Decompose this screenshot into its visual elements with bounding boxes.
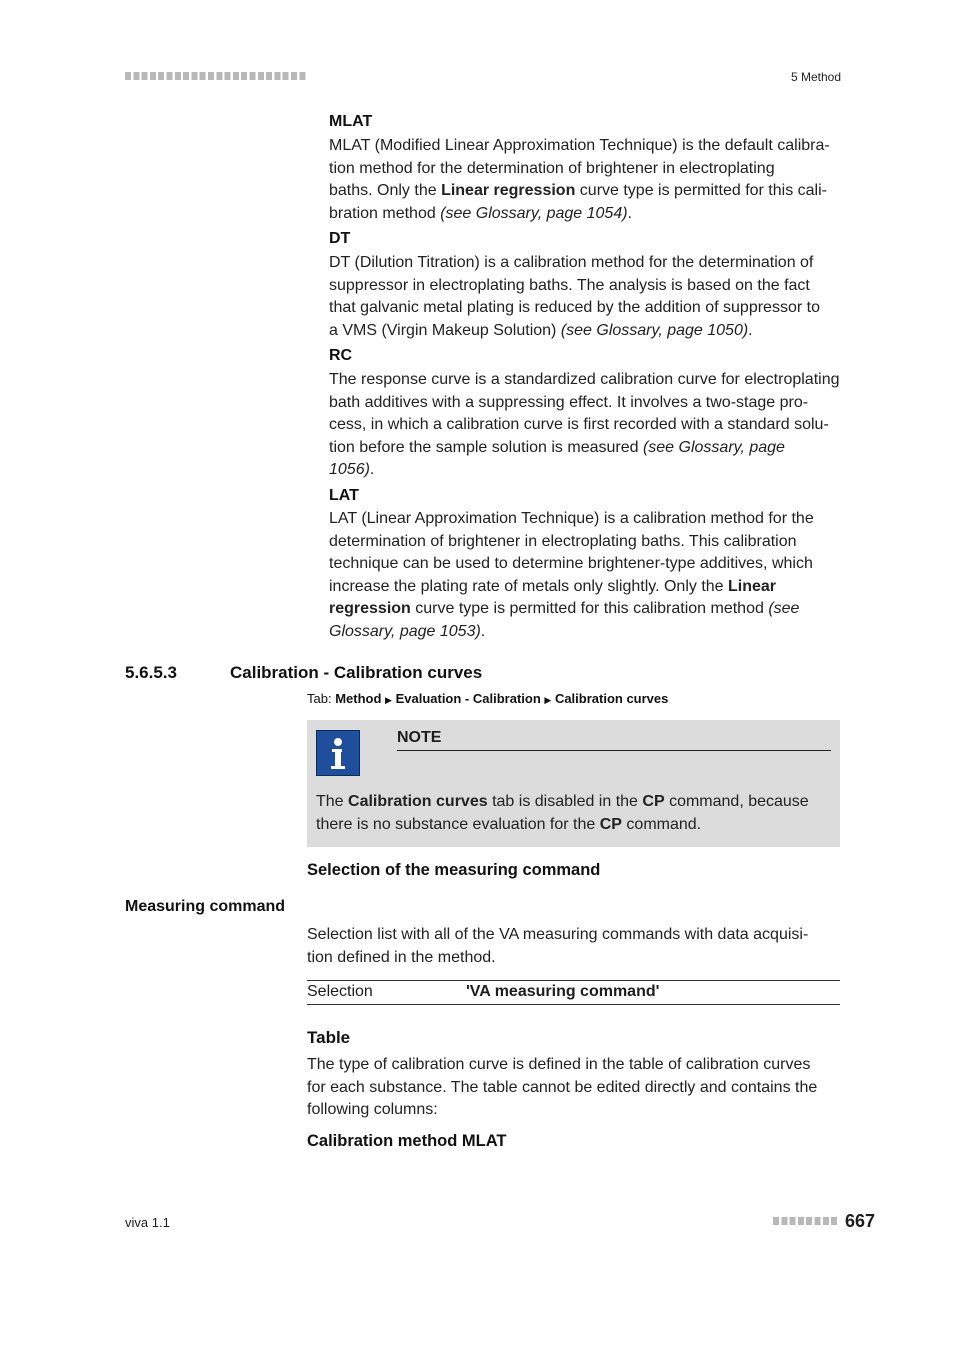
section-number: 5.6.5.3 — [125, 663, 177, 682]
text-run: . — [480, 622, 486, 640]
note-title: NOTE — [397, 729, 831, 751]
crumb-separator-icon: ▶ — [544, 695, 552, 705]
footer-decoration — [773, 1217, 839, 1225]
text-run: tion defined in the method. — [307, 948, 496, 966]
table-description — [307, 1054, 817, 1122]
text-run: The response curve is a standardized calibration curve for electroplating — [329, 371, 840, 388]
term-rc: RC — [329, 347, 353, 364]
text-run: (see — [768, 600, 800, 617]
param-description — [307, 924, 808, 969]
text-run: LAT (Linear Approximation Technique) is a calibration method for the — [329, 510, 814, 527]
text-line — [329, 553, 814, 576]
text-line — [329, 369, 840, 392]
text-run: command. — [621, 815, 702, 833]
text-run: following columns: — [307, 1101, 438, 1118]
text-line — [307, 924, 808, 947]
text-line — [316, 814, 809, 837]
term-lat: LAT — [329, 487, 359, 504]
text-line — [307, 1054, 817, 1077]
definition-rc — [329, 369, 840, 482]
text-run: a VMS (Virgin Makeup Solution) — [329, 321, 561, 339]
text-run: 1056) — [329, 461, 370, 478]
text-line — [329, 252, 820, 275]
text-line — [329, 576, 814, 599]
tab-crumb-method: Method — [335, 691, 382, 706]
text-run: MLAT (Modified Linear Approximation Technique) is the default calibra- — [329, 137, 830, 154]
text-line — [329, 180, 830, 203]
note-text — [316, 791, 809, 836]
selection-value: 'VA measuring command' — [466, 983, 660, 1000]
text-run: curve type is permitted for this cali- — [575, 182, 827, 199]
text-line — [329, 297, 820, 320]
text-line — [329, 437, 840, 460]
text-run: . — [627, 204, 632, 222]
text-run: The — [316, 793, 349, 810]
text-line — [329, 203, 830, 226]
page-number: 667 — [845, 1211, 876, 1231]
text-line — [329, 392, 840, 415]
chapter-label: 5 Method — [790, 70, 841, 84]
tab-breadcrumb — [307, 691, 668, 706]
text-run: (see Glossary, page 1054) — [440, 204, 628, 222]
text-run: DT (Dilution Titration) is a calibration method for the determination of — [329, 254, 814, 271]
text-run: CP — [599, 815, 622, 833]
text-run: Selection list with all of the VA measuring commands with data acquisi- — [307, 926, 809, 943]
param-label: Measuring command — [125, 898, 286, 915]
info-icon — [316, 730, 360, 776]
text-line — [329, 621, 814, 644]
text-run: Calibration curves — [348, 793, 488, 810]
text-line — [329, 531, 814, 554]
text-run: cess, in which a calibration curve is first recorded with a standard solu- — [329, 416, 829, 433]
subsection-heading: Selection of the measuring command — [307, 861, 601, 879]
text-run: technique can be used to determine brightener-type additives, which — [329, 555, 813, 572]
text-line — [329, 508, 814, 531]
text-run: . — [748, 321, 753, 339]
text-run: increase the plating rate of metals only slightly. Only the — [329, 577, 729, 595]
text-line — [316, 791, 809, 814]
text-run: CP — [642, 793, 665, 810]
tab-crumb-calibration-curves: Calibration curves — [554, 691, 669, 706]
text-line — [329, 158, 830, 181]
table-heading: Table — [307, 1028, 351, 1047]
text-run: command, because — [664, 793, 809, 810]
text-run: Linear — [728, 577, 777, 595]
text-run: that galvanic metal plating is reduced by the addition of suppressor to — [329, 299, 820, 316]
text-line — [307, 1099, 817, 1122]
subsection-mlat-heading: Calibration method MLAT — [307, 1132, 507, 1150]
section-title: Calibration - Calibration curves — [230, 663, 483, 682]
text-line — [329, 459, 840, 482]
text-run: tion method for the determination of brightener in electroplating — [329, 159, 775, 177]
crumb-separator-icon: ▶ — [385, 695, 392, 705]
text-run: The type of calibration curve is defined in the table of calibration curves — [307, 1056, 811, 1073]
text-run: bration method — [329, 204, 441, 222]
definition-lat — [329, 508, 814, 643]
text-run: . — [369, 461, 375, 478]
text-run: tab is disabled in the — [487, 793, 643, 810]
tab-prefix: Tab: — [307, 691, 336, 706]
text-run: curve type is permitted for this calibration method — [410, 600, 769, 617]
text-line — [329, 320, 820, 343]
text-run: Linear regression — [441, 182, 576, 199]
text-run: for each substance. The table cannot be edited directly and contains the — [307, 1078, 818, 1096]
text-run: determination of brightener in electroplating baths. This calibration — [329, 532, 797, 550]
text-run: tion before the sample solution is measured — [329, 438, 643, 456]
definition-dt — [329, 252, 820, 342]
term-dt: DT — [329, 230, 351, 247]
text-line — [307, 947, 808, 970]
text-line — [329, 598, 814, 621]
definition-mlat — [329, 135, 830, 225]
text-line — [329, 275, 820, 298]
text-line — [329, 414, 840, 437]
selection-label: Selection — [307, 983, 373, 1000]
text-run: bath additives with a suppressing effect. It involves a two-stage pro- — [329, 393, 809, 411]
selection-table — [307, 980, 840, 1005]
text-line — [307, 1077, 817, 1100]
text-run: suppressor in electroplating baths. The analysis is based on the fact — [329, 276, 810, 294]
term-mlat: MLAT — [329, 113, 373, 130]
text-run: (see Glossary, page — [642, 438, 785, 456]
footer-product: viva 1.1 — [125, 1215, 170, 1230]
text-run: there is no substance evaluation for the — [316, 815, 600, 833]
text-run: regression — [329, 600, 411, 617]
text-run: baths. Only the — [329, 182, 442, 199]
header-decoration — [125, 72, 307, 80]
tab-crumb-evaluation: Evaluation - Calibration — [395, 691, 541, 706]
text-run: Glossary, page 1053) — [329, 622, 481, 640]
text-line — [329, 135, 830, 158]
text-run: (see Glossary, page 1050) — [560, 321, 749, 339]
